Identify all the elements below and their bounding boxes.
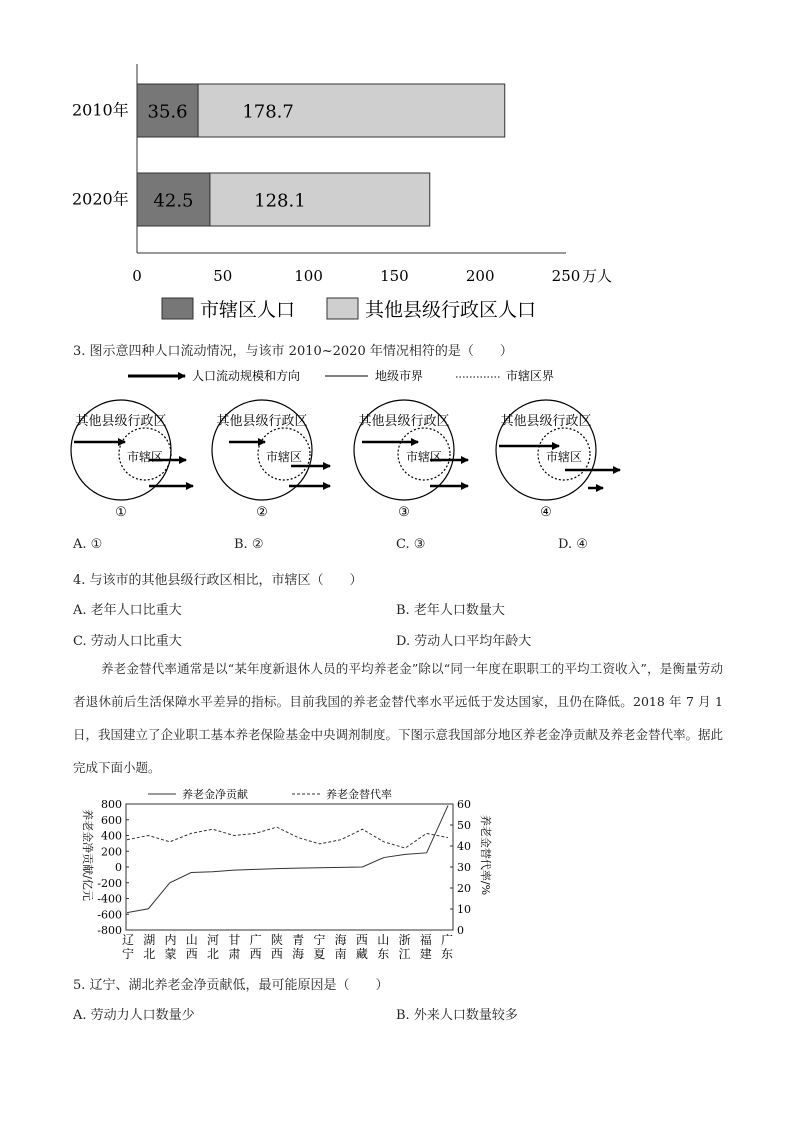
x-tick-label: 西 xyxy=(355,933,368,947)
right-tick-label: 60 xyxy=(457,798,471,811)
left-tick-label: -600 xyxy=(97,908,122,922)
right-tick-label: 0 xyxy=(457,924,464,937)
panel-number: ② xyxy=(256,505,268,520)
x-tick-label: 河 xyxy=(207,933,220,947)
panel-number: ④ xyxy=(540,505,552,520)
x-tick-label: 南 xyxy=(334,947,347,961)
net-contribution-line xyxy=(127,806,448,913)
line-legend-label: 养老金净贡献 xyxy=(182,788,248,801)
bar-data-label: 128.1 xyxy=(254,190,306,212)
line-legend-label: 养老金替代率 xyxy=(326,788,392,801)
legend-label: 市辖区人口 xyxy=(200,299,296,321)
bar-data-label: 178.7 xyxy=(242,101,294,123)
q3-option-d[interactable]: D. ④ xyxy=(558,537,588,552)
bar-category-label: 2020年 xyxy=(72,189,129,209)
x-tick-label: 辽 xyxy=(121,933,135,947)
x-tick-label: 藏 xyxy=(355,947,368,961)
right-tick-label: 10 xyxy=(457,903,471,916)
outer-region-label: 其他县级行政区 xyxy=(75,414,167,429)
legend-district-label: 市辖区界 xyxy=(506,369,555,383)
population-bar-chart xyxy=(0,0,794,330)
left-tick-label: -800 xyxy=(97,924,122,937)
x-tick-label: 西 xyxy=(249,947,262,961)
x-tick-label: 青 xyxy=(292,933,305,947)
x-tick-label: 福 xyxy=(419,933,432,947)
legend-border-label: 地级市界 xyxy=(375,369,424,383)
right-tick-label: 30 xyxy=(457,861,471,874)
x-tick-label: 浙 xyxy=(398,933,411,947)
q3-option-b[interactable]: B. ② xyxy=(234,537,264,552)
x-tick-label: 江 xyxy=(398,947,411,961)
x-tick-label: 山 xyxy=(185,933,198,947)
question-5-stem: 5. 辽宁、湖北养老金净贡献低，最可能原因是（ ） xyxy=(73,978,389,993)
x-tick-label: 西 xyxy=(185,947,198,961)
x-tick-label: 夏 xyxy=(313,947,326,961)
bar-x-tick: 200 xyxy=(465,267,495,285)
pension-passage: 养老金替代率通常是以“某年度新退休人员的平均养老金”除以“同一年度在职职工的平均工资收入”，是衡量劳动者退休前后生活保障水平差异的指标。目前我国的养老金替代率水平远低于发达国家，且仍在降低。2018 年 7 月 1 日，我国建立了企业职工基本养老保险基金中央调剂制度。下图示意我国部分地区养老金净贡献及养老金替代率。据此完成下面小题。 xyxy=(73,661,724,775)
x-tick-label: 东 xyxy=(377,947,390,961)
line-chart-frame xyxy=(126,804,453,930)
legend-flow-label: 人口流动规模和方向 xyxy=(192,369,301,383)
x-tick-label: 甘 xyxy=(228,933,241,947)
left-axis-label: 养老金净贡献/亿元 xyxy=(81,809,94,901)
q3-option-c[interactable]: C. ③ xyxy=(396,537,426,552)
left-tick-label: -200 xyxy=(97,876,122,890)
x-tick-label: 建 xyxy=(419,947,432,961)
x-tick-label: 西 xyxy=(270,947,283,961)
bar-data-label: 42.5 xyxy=(153,190,194,212)
x-tick-label: 肃 xyxy=(228,947,241,961)
right-tick-label: 40 xyxy=(457,840,471,853)
x-tick-label: 广 xyxy=(440,933,454,947)
q3-option-a[interactable]: A. ① xyxy=(73,537,103,552)
x-tick-label: 广 xyxy=(249,933,262,947)
x-tick-label: 北 xyxy=(207,947,220,961)
x-tick-label: 湖 xyxy=(143,933,156,947)
x-tick-label: 海 xyxy=(292,947,305,961)
q4-option-b[interactable]: B. 老年人口数量大 xyxy=(396,603,505,618)
inner-region-label: 市辖区 xyxy=(545,450,583,464)
x-tick-label: 宁 xyxy=(121,947,135,961)
inner-region-label: 市辖区 xyxy=(265,450,303,464)
question-3-stem: 3. 图示意四种人口流动情况，与该市 2010~2020 年情况相符的是（ ） xyxy=(73,344,513,359)
bar-segment xyxy=(210,173,430,226)
right-tick-label: 20 xyxy=(457,882,471,895)
x-tick-label: 陕 xyxy=(270,933,283,947)
right-axis-label: 养老金替代率/% xyxy=(479,814,492,896)
q5-option-b[interactable]: B. 外来人口数量较多 xyxy=(396,1008,518,1023)
x-tick-label: 海 xyxy=(334,933,347,947)
panel-number: ③ xyxy=(398,505,410,520)
x-tick-label: 北 xyxy=(143,947,156,961)
right-tick-label: 50 xyxy=(457,819,471,832)
x-tick-label: 宁 xyxy=(313,933,326,947)
replacement-rate-line xyxy=(127,827,448,848)
left-tick-label: 400 xyxy=(101,829,122,843)
bar-x-unit: 万人 xyxy=(582,267,613,285)
legend-swatch xyxy=(162,298,193,319)
question-4-stem: 4. 与该市的其他县级行政区相比，市辖区（ ） xyxy=(73,573,363,588)
bar-x-tick: 0 xyxy=(132,267,142,285)
outer-region-label: 其他县级行政区 xyxy=(358,414,450,429)
outer-region-label: 其他县级行政区 xyxy=(216,414,308,429)
x-tick-label: 内 xyxy=(164,933,177,947)
q4-option-a[interactable]: A. 老年人口比重大 xyxy=(73,603,182,618)
x-tick-label: 蒙 xyxy=(164,947,177,961)
inner-region-label: 市辖区 xyxy=(126,450,164,464)
left-tick-label: 800 xyxy=(101,798,122,811)
left-tick-label: 200 xyxy=(101,845,122,859)
population-flow-diagram xyxy=(0,362,794,527)
bar-x-tick: 50 xyxy=(213,267,233,285)
bar-x-tick: 100 xyxy=(294,267,323,285)
inner-region-label: 市辖区 xyxy=(405,450,443,464)
left-tick-label: -400 xyxy=(97,892,122,906)
q4-option-d[interactable]: D. 劳动人口平均年龄大 xyxy=(396,634,532,649)
panel-number: ① xyxy=(115,505,127,520)
q4-option-c[interactable]: C. 劳动人口比重大 xyxy=(73,634,182,649)
x-tick-label: 东 xyxy=(440,947,454,961)
outer-region-label: 其他县级行政区 xyxy=(500,414,592,429)
bar-category-label: 2010年 xyxy=(72,100,129,120)
left-tick-label: 600 xyxy=(101,813,122,827)
legend-swatch xyxy=(327,298,358,319)
bar-x-tick: 150 xyxy=(380,267,409,285)
bar-x-tick: 250 xyxy=(551,267,581,285)
q5-option-a[interactable]: A. 劳动力人口数量少 xyxy=(73,1008,195,1023)
bar-data-label: 35.6 xyxy=(147,101,188,123)
legend-label: 其他县级行政区人口 xyxy=(365,299,537,321)
left-tick-label: 0 xyxy=(115,861,122,874)
x-tick-label: 山 xyxy=(377,933,390,947)
pension-line-chart xyxy=(0,780,794,965)
